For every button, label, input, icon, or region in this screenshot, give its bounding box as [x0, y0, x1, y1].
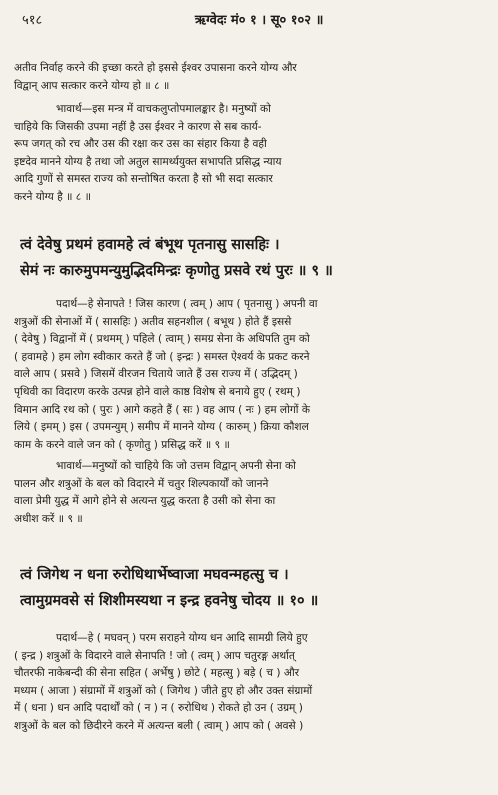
text-line: करने योग्य है ॥ ८ ॥ — [14, 190, 92, 203]
mantra-line: सेमं नः कारुमुपमन्युमुद्भिदमिन्द्रः कृणोतु प्रसवे रथं पुरः ॥ ९ ॥ — [20, 262, 333, 279]
continuation-paragraph — [14, 60, 484, 95]
mantra-10 — [20, 562, 484, 614]
bhavarth-9 — [14, 458, 484, 528]
text-line: चाहिये कि जिसकी उपमा नहीं है उस ईश्वर ने कारण से सब कार्य- — [14, 120, 262, 133]
text-line: वाला प्रेमी युद्ध में आगे होने से अत्यन्त युद्ध करता है उसी को सेना का — [14, 495, 276, 508]
text-line: विमान आदि रथ को ( पुरः ) आगे कहते हैं ( सः ) वह आप ( नः ) हम लोगों के — [14, 403, 311, 416]
text-line: आदि गुणों से समस्त राज्य को सन्तोषित करता है सो भी सदा सत्कार — [14, 173, 273, 186]
text-line: रूप जगत् को रच और उस की रक्षा कर उस का संहार किया है वही — [14, 138, 267, 151]
text-line: शत्रुओं के बल को छिदीरने करने में अत्यन्त बली ( त्वाम् ) आप को ( अवसे ) — [14, 719, 304, 732]
bhavarth-8 — [14, 101, 484, 207]
text-line: भावार्थ—इस मन्त्र में वाचकलुप्तोपमालङ्कार है। मनुष्यों को — [56, 103, 271, 115]
text-line: लिये ( इमम् ) इस ( उपमन्युम् ) समीप में मानने योग्य ( कारुम् ) क्रिया कौशल — [14, 421, 309, 434]
text-line: विद्वान् आप सत्कार करने योग्य हो ॥ ८ ॥ — [14, 79, 170, 92]
mantra-line: त्वं देवेषु प्रथमं हवामहे त्वं बंभूथ पृतनासु सासहिः । — [20, 236, 280, 253]
text-line: चौतरफी नाकेबन्दी की सेना सहित ( अर्भेषु ) छोटे ( महत्सु ) बड़े ( च ) और — [14, 667, 300, 680]
text-line: अतीव निर्वाह करने की इच्छा करते हो इससे ईश्वर उपासना करने योग्य और — [14, 62, 297, 74]
text-line: ( देवेषु ) विद्वानों में ( प्रथमम् ) पहिले ( त्वाम् ) समग्र सेना के अधिपति तुम को — [14, 333, 310, 346]
text-line: पदार्थ—हे सेनापते ! जिस कारण ( त्वम् ) आप ( पृतनासु ) अपनी वा — [56, 298, 318, 310]
padarth-10 — [14, 630, 484, 736]
text-line: काम के करने वाले जन को ( कृणोतु ) प्रसिद्ध करें ॥ ९ ॥ — [14, 438, 230, 451]
page-header — [22, 8, 476, 30]
text-line: अधीश करें ॥ ९ ॥ — [14, 512, 83, 525]
text-line: ( हवामहे ) हम लोग स्वीकार करते हैं जो ( इन्द्रः ) समस्त ऐश्वर्य के प्रकट करने — [14, 350, 310, 363]
text-line: मध्यम ( आजा ) संग्रामों में शत्रुओं को ( जिगेथ ) जीते हुए हो और उक्त संग्रामों — [14, 684, 313, 697]
text-line: में ( धना ) धन आदि पदार्थों को ( न ) न ( रुरोधिथ ) रोकते हो उन ( उग्रम् ) — [14, 702, 303, 715]
running-title: ऋग्वेदः मं० १ । सू० १०२ ॥ — [194, 13, 324, 28]
mantra-line: त्वामुग्रमवसे सं शिशीमस्यथा न इन्द्र हवनेषु चोदय ॥ १० ॥ — [20, 592, 319, 609]
text-line: वाले आप ( प्रसवे ) जिसमें वीरजन चिताये जाते हैं उस राज्य में ( उद्भिदम् ) — [14, 368, 298, 381]
text-line: भावार्थ—मनुष्यों को चाहिये कि जो उत्तम विद्वान् अपनी सेना को — [56, 460, 296, 472]
text-line: पालन और शत्रुओं के बल को विदारने में चतुर शिल्पकार्यों को जानने — [14, 477, 269, 490]
text-line: पदार्थ—हे ( मघवन् ) परम सराहने योग्य धन आदि सामग्री लिये हुए — [56, 632, 308, 644]
padarth-9 — [14, 296, 484, 454]
text-line: ( इन्द्र ) शत्रुओं के विदारने वाले सेनापति ! जो ( त्वम् ) आप चतुरङ्ग अर्थात् — [14, 649, 295, 662]
page-number: ५१८ — [22, 13, 43, 28]
mantra-9 — [20, 232, 484, 284]
mantra-line: त्वं जिगेथ न धना रुरोधिथार्भेष्वाजा मघवन्महत्सु च । — [20, 566, 289, 583]
text-line: पृथिवी का विदारण करके उत्पन्न होने वाले काष्ठ विशेष से बनाये हुए ( रथम् ) — [14, 385, 301, 398]
text-line: इष्टदेव मानने योग्य है तथा जो अतुल सामर्थ्ययुक्त सभापति प्रसिद्ध न्याय — [14, 155, 282, 168]
text-line: शत्रुओं की सेनाओं में ( सासहिः ) अतीव सहनशील ( बभूथ ) होते हैं इससे — [14, 315, 292, 328]
